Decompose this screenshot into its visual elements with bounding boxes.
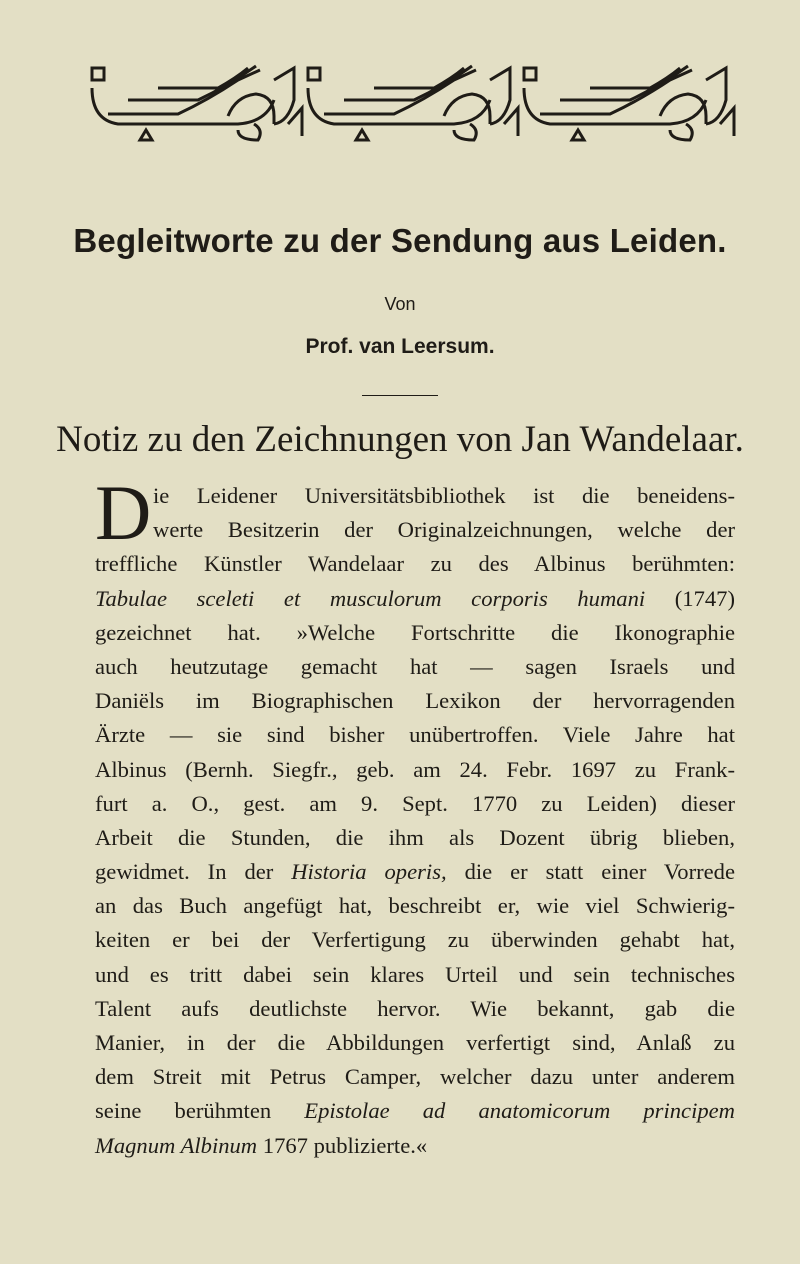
- text-run: auch heutzutage gemacht hat — sagen Israels und: [95, 653, 735, 679]
- section-heading: Notiz zu den Zeichnungen von Jan Wandelaar.: [56, 419, 744, 460]
- text-run: Arbeit die Stunden, die ihm als Dozent übrig blieben,: [95, 824, 735, 850]
- drop-cap: D: [95, 469, 152, 556]
- text-line: [95, 992, 735, 1026]
- text-line: [95, 547, 735, 581]
- text-line: [95, 718, 735, 752]
- text-run: an das Buch angefügt hat, beschreibt er, wie viel Schwierig-: [95, 893, 735, 919]
- text-run: seine berühmten: [95, 1098, 305, 1124]
- text-run: gezeichnet hat. »Welche Fortschritte die Ikonographie: [95, 619, 735, 645]
- text-run: gewidmet. In der: [95, 859, 292, 885]
- text-run: Albinus (Bernh. Siegfr., geb. am 24. Febr. 1697 zu Frank-: [95, 756, 735, 782]
- text-line: [95, 513, 735, 547]
- text-run: treffliche Künstler Wandelaar zu des Albinus berühmten:: [95, 551, 735, 577]
- text-line: [95, 479, 735, 513]
- text-line: [95, 923, 735, 957]
- text-line: [95, 582, 735, 616]
- text-run: (1747): [645, 585, 735, 611]
- text-run: furt a. O., gest. am 9. Sept. 1770 zu Leiden) dieser: [95, 790, 735, 816]
- text-line: [95, 753, 735, 787]
- text-run: keiten er bei der Verfertigung zu überwinden gehabt hat,: [95, 927, 735, 953]
- byline-von: Von: [384, 294, 416, 314]
- italic-title: Historia operis,: [291, 859, 447, 885]
- text-run: Manier, in der die Abbildungen verfertigt sind, Anlaß zu: [95, 1030, 735, 1055]
- italic-title: Magnum Albinum: [95, 1132, 258, 1158]
- text-line: [95, 1094, 735, 1128]
- text-run: Ärzte — sie sind bisher unübertroffen. Viele Jahre hat: [95, 722, 735, 748]
- text-line: [95, 1026, 735, 1060]
- separator-rule: [362, 395, 438, 396]
- text-run: werte Besitzerin der Originalzeichnungen, welche der: [153, 517, 735, 543]
- text-line: [95, 1129, 735, 1163]
- text-line: [95, 855, 735, 889]
- text-run: Daniëls im Biographischen Lexikon der hervorragenden: [95, 688, 735, 714]
- ornament-banner: [88, 60, 740, 144]
- text-line: [95, 889, 735, 923]
- text-run: Talent aufs deutlichste hervor. Wie bekannt, gab die: [95, 995, 735, 1021]
- text-line: [95, 821, 735, 855]
- text-line: [95, 1060, 735, 1094]
- author-name: Prof. van Leersum.: [305, 335, 495, 358]
- text-line: [95, 684, 735, 718]
- text-run: die er statt einer Vorrede: [446, 859, 735, 885]
- body-text: [95, 469, 735, 1163]
- text-line: [95, 650, 735, 684]
- text-line: [95, 616, 735, 650]
- text-run: und es tritt dabei sein klares Urteil und sein technisches: [95, 961, 735, 987]
- text-line: [95, 787, 735, 821]
- text-run: 1767 publizierte.«: [257, 1132, 428, 1158]
- article-title: Begleitworte zu der Sendung aus Leiden.: [73, 222, 727, 259]
- text-line: [95, 958, 735, 992]
- italic-title: Epistolae ad anatomicorum principem: [304, 1098, 735, 1124]
- text-run: dem Streit mit Petrus Camper, welcher dazu unter anderem: [95, 1064, 735, 1090]
- text-run: ie Leidener Universitätsbibliothek ist die beneidens-: [153, 483, 735, 508]
- italic-title: Tabulae sceleti et musculorum corporis humani: [95, 585, 646, 611]
